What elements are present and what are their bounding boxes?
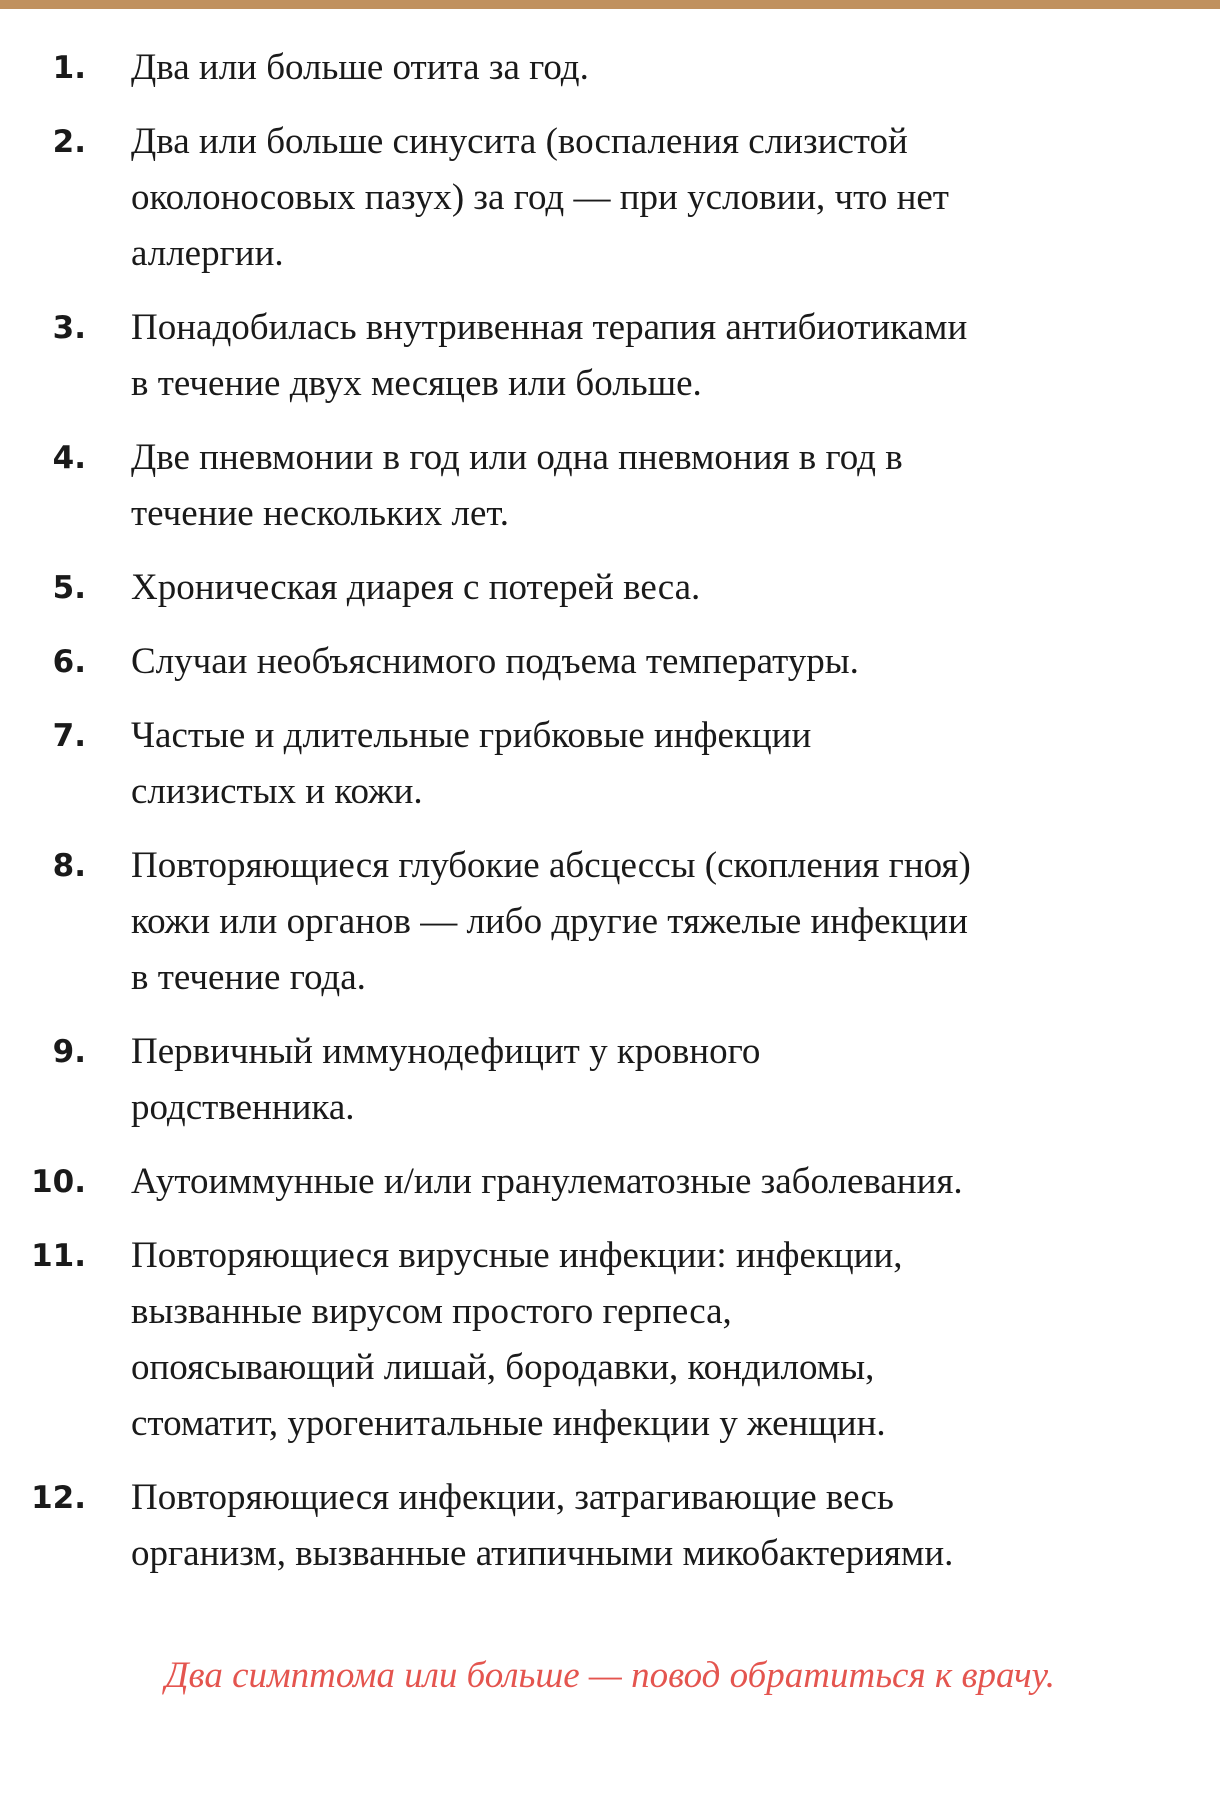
item-text-line: Аутоиммунные и/или гранулематозные заболевания. <box>131 1161 963 1202</box>
item-text-line: родственника. <box>131 1087 355 1128</box>
item-text-line: Первичный иммунодефицит у кровного <box>131 1031 761 1072</box>
item-text <box>131 838 1171 1006</box>
item-text-line: Хроническая диарея с потерей веса. <box>131 567 701 608</box>
item-text-line: Частые и длительные грибковые инфекции <box>131 715 812 756</box>
item-number: 10. <box>31 1164 86 1200</box>
item-text <box>131 634 1171 690</box>
item-number: 5. <box>52 570 86 606</box>
list-item <box>0 1228 1220 1452</box>
item-number: 6. <box>52 644 86 680</box>
item-text-line: Две пневмонии в год или одна пневмония в год в <box>131 437 903 478</box>
list-item <box>0 560 1220 616</box>
list-item <box>0 114 1220 282</box>
list-item <box>0 300 1220 412</box>
item-text <box>131 114 1171 282</box>
item-text-line: аллергии. <box>131 233 284 274</box>
item-number: 11. <box>31 1238 86 1274</box>
list-item <box>0 708 1220 820</box>
item-number: 9. <box>52 1034 86 1070</box>
item-text-line: в течение двух месяцев или больше. <box>131 363 702 404</box>
item-number: 4. <box>52 440 86 476</box>
item-number: 8. <box>52 848 86 884</box>
item-text <box>131 300 1171 412</box>
item-text <box>131 40 1171 96</box>
list-item <box>0 40 1220 96</box>
footer-note: Два симптома или больше — повод обратиться к врачу. <box>164 1655 1056 1696</box>
item-text-line: вызванные вирусом простого герпеса, <box>131 1291 732 1332</box>
list-item <box>0 1154 1220 1210</box>
list-item <box>0 1470 1220 1582</box>
list-item <box>0 430 1220 542</box>
item-text-line: Два или больше отита за год. <box>131 47 589 88</box>
top-accent-bar <box>0 0 1220 9</box>
item-text-line: Повторяющиеся инфекции, затрагивающие весь <box>131 1477 894 1518</box>
item-text-line: опоясывающий лишай, бородавки, кондиломы, <box>131 1347 875 1388</box>
list-item <box>0 1024 1220 1136</box>
item-number: 1. <box>52 50 86 86</box>
item-text-line: Случаи необъяснимого подъема температуры. <box>131 641 859 682</box>
item-text <box>131 708 1171 820</box>
item-number: 12. <box>31 1480 86 1516</box>
item-text-line: Повторяющиеся глубокие абсцессы (скопления гноя) <box>131 845 971 886</box>
item-text-line: Понадобилась внутривенная терапия антибиотиками <box>131 307 968 348</box>
item-text-line: течение нескольких лет. <box>131 493 510 534</box>
item-text <box>131 1228 1171 1452</box>
list-item <box>0 634 1220 690</box>
list-item <box>0 838 1220 1006</box>
item-text <box>131 560 1171 616</box>
item-text <box>131 430 1171 542</box>
item-text <box>131 1154 1171 1210</box>
item-text-line: в течение года. <box>131 957 366 998</box>
item-text-line: Повторяющиеся вирусные инфекции: инфекции, <box>131 1235 903 1276</box>
item-number: 2. <box>52 124 86 160</box>
item-text <box>131 1024 1171 1136</box>
item-text-line: кожи или органов — либо другие тяжелые инфекции <box>131 901 968 942</box>
symptom-list <box>0 40 1220 1600</box>
item-number: 7. <box>52 718 86 754</box>
item-text-line: околоносовых пазух) за год — при условии, что нет <box>131 177 949 218</box>
item-text-line: Два или больше синусита (воспаления слизистой <box>131 121 908 162</box>
item-text <box>131 1470 1171 1582</box>
item-number: 3. <box>52 310 86 346</box>
item-text-line: слизистых и кожи. <box>131 771 423 812</box>
item-text-line: стоматит, урогенитальные инфекции у женщин. <box>131 1403 886 1444</box>
item-text-line: организм, вызванные атипичными микобактериями. <box>131 1533 954 1574</box>
